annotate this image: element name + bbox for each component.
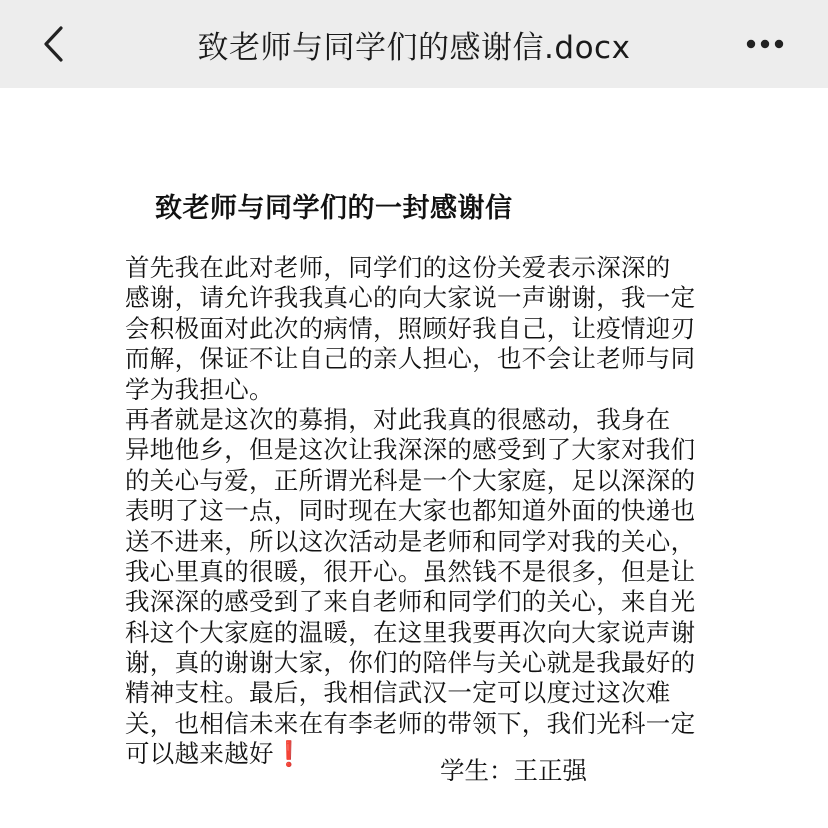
body-line: 异地他乡，但是这次让我深深的感受到了大家对我们	[125, 435, 696, 465]
more-button[interactable]	[738, 22, 792, 66]
body-line: 再者就是这次的募捐，对此我真的很感动，我身在	[125, 404, 671, 434]
more-horizontal-icon	[745, 38, 785, 50]
document-body	[125, 253, 725, 770]
top-bar	[0, 0, 828, 88]
body-line: 精神支柱。最后，我相信武汉一定可以度过这次难	[125, 678, 671, 708]
body-line: 我心里真的很暖，很开心。虽然钱不是很多，但是让	[125, 556, 696, 586]
document-view[interactable]	[0, 88, 828, 828]
chevron-left-icon	[41, 24, 67, 64]
body-line: 而解，保证不让自己的亲人担心，也不会让老师与同	[125, 344, 696, 374]
body-line: 谢，真的谢谢大家，你们的陪伴与关心就是我最好的	[125, 648, 696, 678]
body-line: 学为我担心。	[125, 374, 274, 404]
document-title: 致老师与同学们的一封感谢信	[155, 193, 513, 224]
body-line-last	[125, 739, 725, 769]
body-line: 会积极面对此次的病情，照顾好我自己，让疫情迎刃	[125, 313, 696, 343]
body-line: 表明了这一点，同时现在大家也都知道外面的快递也	[125, 496, 696, 526]
body-line: 关，也相信未来在有李老师的带领下，我们光科一定	[125, 708, 696, 738]
exclamation-icon: ❗	[273, 739, 305, 769]
body-line: 感谢，请允许我我真心的向大家说一声谢谢，我一定	[125, 283, 696, 313]
body-line: 送不进来，所以这次活动是老师和同学对我的关心，	[125, 526, 696, 556]
signature: 学生：王正强	[440, 756, 587, 785]
back-button[interactable]	[30, 20, 78, 68]
body-line: 的关心与爱，正所谓光科是一个大家庭，足以深深的	[125, 465, 696, 495]
body-line: 我深深的感受到了来自老师和同学们的关心，来自光	[125, 587, 696, 617]
body-line: 科这个大家庭的温暖，在这里我要再次向大家说声谢	[125, 617, 696, 647]
page-title: 致老师与同学们的感谢信.docx	[197, 29, 631, 66]
body-line-text: 可以越来越好	[125, 739, 274, 769]
body-line: 首先我在此对老师，同学们的这份关爱表示深深的	[125, 253, 671, 282]
